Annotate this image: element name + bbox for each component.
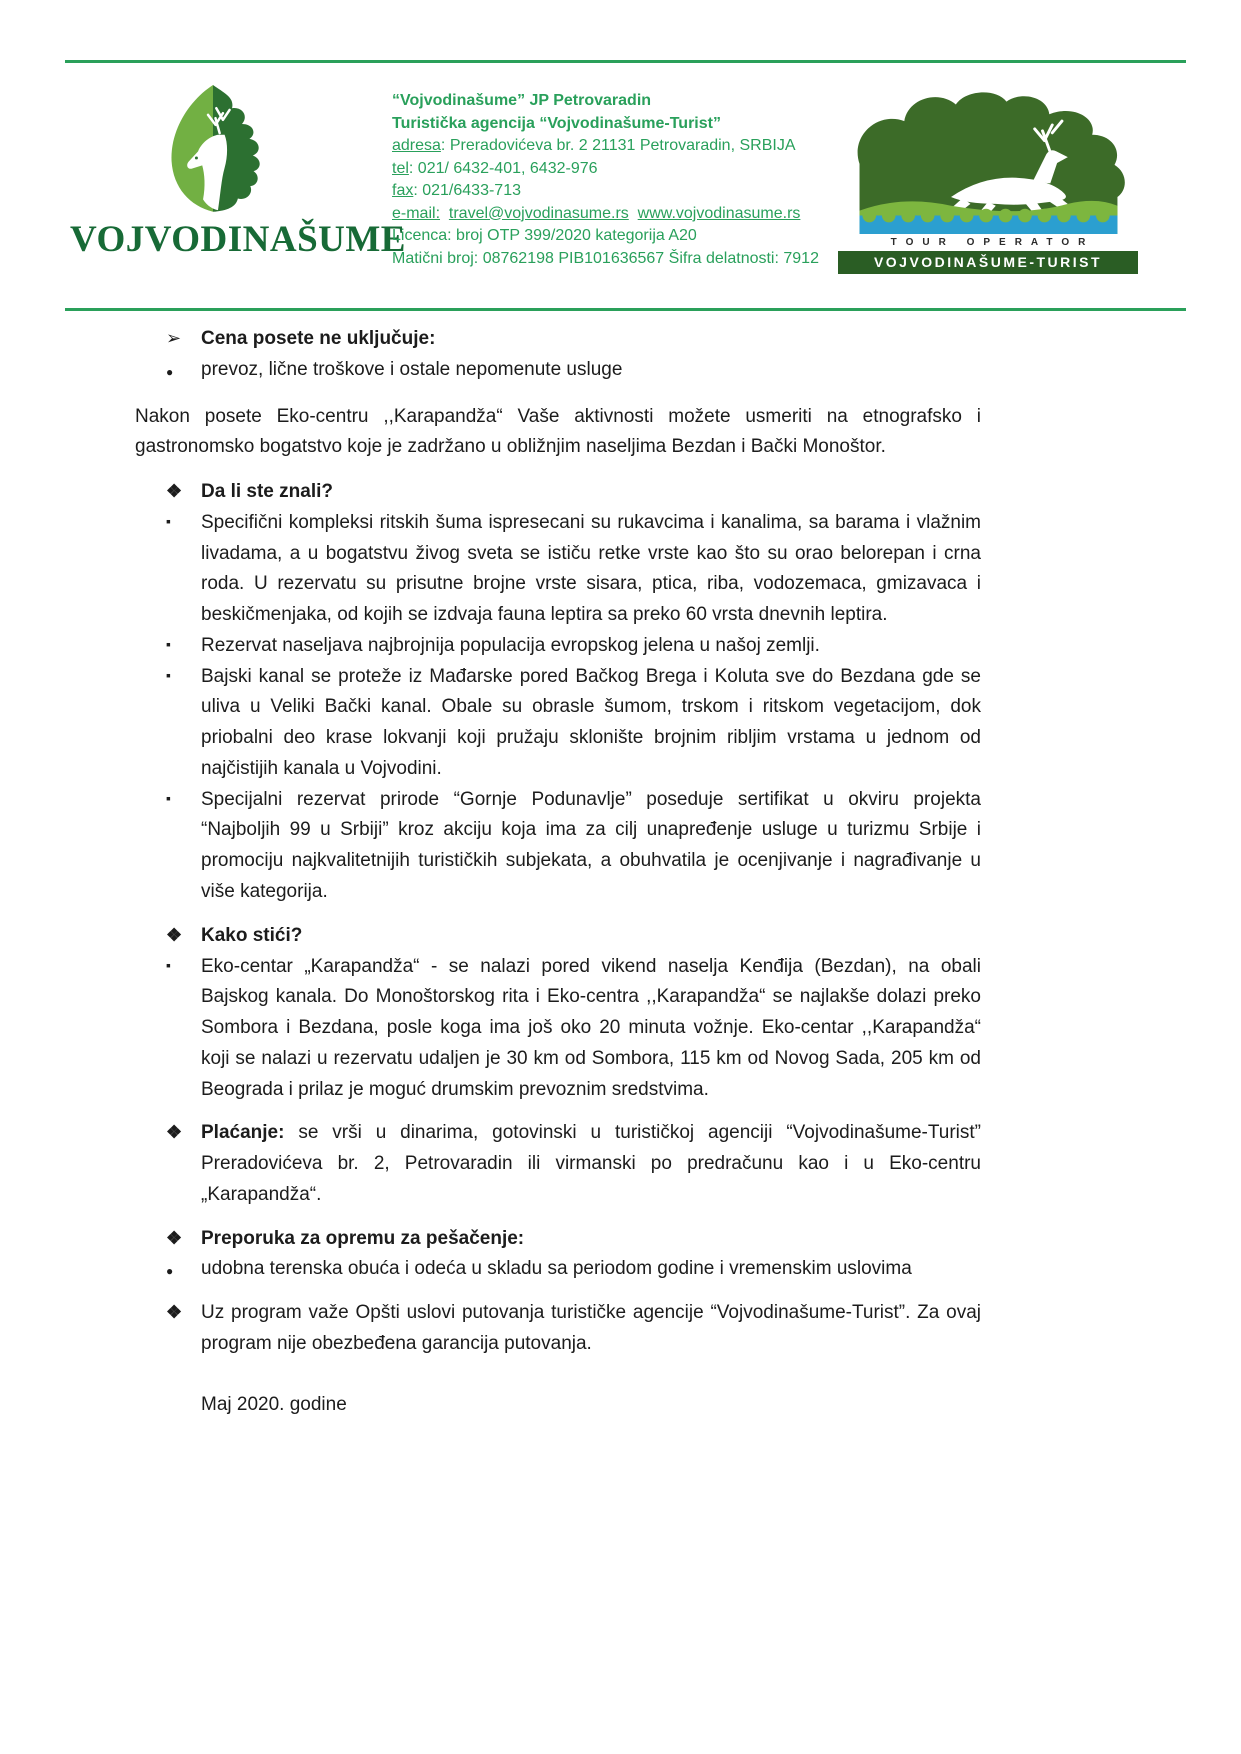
- list-item: ● udobna terenska obuća i odeća u skladu sa periodom godine i vremenskim uslovima: [135, 1254, 981, 1285]
- brand-wordmark: VOJVODINAŠUME: [70, 219, 406, 260]
- registry-line: Matični broj: 08762198 PIB101636567 Šifra delatnosti: 7912: [392, 249, 819, 267]
- leaf-deer-icon: [155, 80, 271, 216]
- header-divider: [65, 308, 1186, 311]
- diamond-bullet-icon: ❖: [166, 1227, 183, 1248]
- agency-name: Turistička agencija “Vojvodinašume-Turist”: [392, 114, 721, 132]
- intro-paragraph: Nakon posete Eko-centru ,,Karapandža“ Vaše aktivnosti možete usmeriti na etnografsko i gastronomsko bogatstvo koje je zadržano u obližnjim naseljima Bezdan i Bački Monoštor.: [135, 405, 981, 458]
- vojvodinasume-logo: [70, 80, 406, 261]
- fax-line: fax: 021/6433-713: [392, 182, 521, 199]
- placanje-block: [135, 1118, 981, 1210]
- licence-line: Licenca: broj OTP 399/2020 kategorija A20: [392, 227, 697, 244]
- square-bullet-icon: ▪: [166, 789, 171, 806]
- top-divider: [65, 60, 1186, 63]
- list-item: ▪ Specifični kompleksi ritskih šuma ispresecani su rukavcima i kanalima, sa barama i vlažnim livadama, a u bogatstvu živog sveta se ističu retke vrste kao što su orao belorepan i crna roda. U rezervatu su prisutne brojne vrste sisara, ptica, riba, vodozemaca, gmizavaca i beskičmenjaka, od kojih se izdvaja fauna leptira sa preko 60 vrsta dnevnih leptira.: [135, 508, 981, 631]
- list-item: ● prevoz, lične troškove i ostale nepomenute usluge: [135, 355, 981, 386]
- square-bullet-icon: ▪: [166, 956, 171, 973]
- org-name: “Vojvodinašume” JP Petrovaradin: [392, 92, 652, 109]
- dot-bullet-icon: ●: [166, 1264, 174, 1279]
- agency-contact-block: [392, 90, 832, 270]
- forest-deer-water-icon: [838, 88, 1138, 234]
- diamond-bullet-icon: ❖: [166, 1122, 183, 1143]
- diamond-bullet-icon: ❖: [166, 1302, 183, 1323]
- placanje-text: se vrši u dinarima, gotovinski u turističkoj agenciji “Vojvodinašume-Turist” Preradovićeva br. 2, Petrovaradin ili virmanski po predračunu kao i u Eko-centru „Karapandža“.: [201, 1122, 981, 1205]
- email-link[interactable]: travel@vojvodinasume.rs: [448, 204, 629, 222]
- address-line: adresa: Preradovićeva br. 2 21131 Petrovaradin, SRBIJA: [392, 137, 796, 154]
- document-date: Maj 2020. godine: [201, 1393, 347, 1415]
- diamond-bullet-icon: ❖: [166, 924, 183, 945]
- diamond-bullet-icon: ❖: [166, 481, 183, 502]
- list-item: ▪ Bajski kanal se proteže iz Mađarske pored Bačkog Brega i Koluta sve do Bezdana gde se uliva u Veliki Bački kanal. Obale su obrasle šumom, trskom i ritskom vegetacijom, dok priobalni deo krase lokvanji koji pružaju sklonište brojnim ribljim vrstama u jednom od najčistijih kanala u Vojvodini.: [135, 662, 981, 785]
- square-bullet-icon: ▪: [166, 635, 171, 652]
- heading-preporuka: ❖ Preporuka za opremu za pešačenje:: [135, 1224, 981, 1255]
- heading-kako-stici: ❖ Kako stići?: [135, 921, 981, 952]
- dot-bullet-icon: ●: [166, 364, 174, 379]
- list-item: ▪ Rezervat naseljava najbrojnija populacija evropskog jelena u našoj zemlji.: [135, 631, 981, 662]
- tour-operator-label: TOUR OPERATOR: [890, 237, 1095, 248]
- heading-cena: ➢ Cena posete ne uključuje:: [135, 324, 981, 355]
- heading-da-li-ste-znali: ❖ Da li ste znali?: [135, 477, 981, 508]
- list-item: ▪ Specijalni rezervat prirode “Gornje Podunavlje” poseduje sertifikat u okviru projekta “Najboljih 99 u Srbiji” kroz akciju koja ima za cilj unapređenje usluge u turizmu Srbije i promociju najkvalitetnijih turističkih subjekata, a obuhvatila je ocenjivanje i nagrađivanje u više kategorija.: [135, 785, 981, 908]
- email-line: e-mail: travel@vojvodinasume.rs www.vojvodinasume.rs: [392, 204, 801, 222]
- website-link[interactable]: www.vojvodinasume.rs: [637, 204, 801, 222]
- document-body: [135, 324, 981, 1421]
- tour-operator-name-bar: VOJVODINAŠUME-TURIST: [838, 251, 1138, 274]
- placanje-label: Plaćanje:: [201, 1122, 285, 1144]
- square-bullet-icon: ▪: [166, 666, 171, 683]
- tour-operator-logo: [838, 88, 1138, 274]
- arrow-bullet-icon: ➢: [166, 328, 182, 348]
- uz-program-block: ❖ Uz program važe Opšti uslovi putovanja turističke agencije “Vojvodinašume-Turist”. Za ovaj program nije obezbeđena garancija putovanja.: [135, 1298, 981, 1360]
- tel-line: tel: 021/ 6432-401, 6432-976: [392, 159, 598, 177]
- square-bullet-icon: ▪: [166, 512, 171, 529]
- list-item: ▪ Eko-centar „Karapandža“ - se nalazi pored vikend naselja Kenđija (Bezdan), na obali Bajskog kanala. Do Monoštorskog rita i Eko-centra ,,Karapandža“ se najlakše dolazi preko Sombora i Bezdana, posle koga ima još oko 20 minuta vožnje. Eko-centar ,,Karapandža“ koji se nalazi u rezervatu udaljen je 30 km od Sombora, 115 km od Novog Sada, 205 km od Beograda i prilaz je moguć drumskim prevoznim sredstvima.: [135, 952, 981, 1106]
